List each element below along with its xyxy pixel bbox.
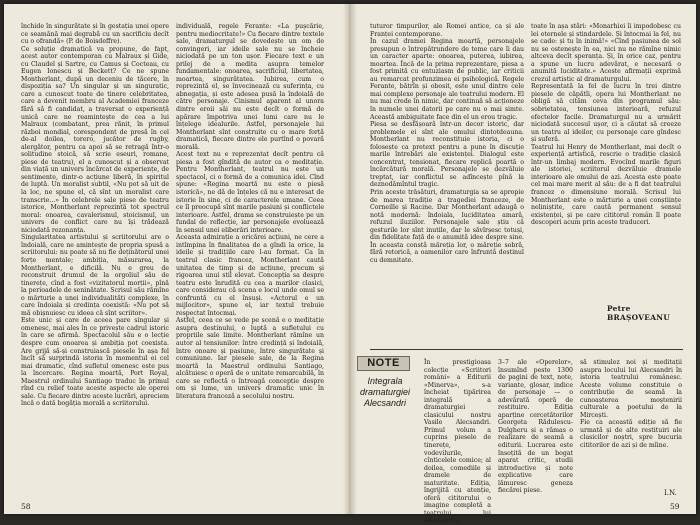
note-section-label: NOTE <box>357 356 410 371</box>
magazine-spread <box>4 4 696 525</box>
note-column-2: 3–7 ale «Operelor», însumînd peste 1300 de pagini de text, note, variante, glosar, indice de personaje — o adevărată operă de restituire. Ediția aparține cercetătorilor Georgeta Rădulescu-Dulgheru și a rămas o realizare de seamă a editurii. Lucrarea este însoțită de un bogat aparat critic, studii introductive și note explicative care lămuresc geneza fiecărei piese. <box>498 359 573 495</box>
section-divider <box>370 349 683 350</box>
left-page-column-1: închide în singurătate și în gestația unei opere ce seamănă mai degrabă cu un sacrificiu decît cu o ofrandă» (P. de Boisdeffre). Ce soluție dramatică va propune, de fapt, acest autor contemporan cu Malraux și Gide, cu Claudel și Sartre, cu Camus și Cocteau, cu Eugen Ionescu și Beckett? Ce ne spune Montherlant, după un deceniu de tăcere, în dispoziția sa? Un singular și un singuratic, care a cunoscut toate de tinere celebritatea, care a devenit membru al Academiei franceze fără să fi candidat, a traversat o experiență unică care ne reamintește de cea a lui Malraux (combatant, prea rănit, în primul război mondial, corespondent de presă în cel de-al doilea, torero, jucător de rugby, alergător, pentru ca apoi să se retragă într-o solitudine stoică, să scrie eseuri, romane, piese de teatru), el a cunoscut și a observat din viață un univers încărcat de experiențe, de sentimente, dintr-o acțiune liberă, în spiritul de luptă. Un moralist subtil, «Nu pot să uit de la loc, ne spune el, că sînt un moralist care transcrie...» În celebrele sale piese de teatru istorice, Montherlant reprezintă tot spectrul moral: onoarea, cavalerismul, stoicismul, un univers de conflict care nu își trădează niciodată rezonanța. Singularitatea artistului și scriitorului are o îndoială, care ne amintește de propria spusă a scriitorului: nu poate să nu fie deținătorul unei forțe mentale; ambiția, măsurarea, la Montherlant, e dificilă. Nu e greu de reconstruit drumul de la orgoliul său de tinerețe, cînd a fost «vizitatorul morții», pînă la perioadele de seninătate. Scrisul său rămîne o mărturie a unei individualități complexe, în care îndoiala și credința coexistă: «Nu pot să mă obișnuiesc cu ideea că sînt scriitor». Este unic și care de aceea pare singular și omenesc, mai ales în ce privește cadrul istoric în care se afirmă. Spectacolul său e o lecție despre cum onoarea și ambiția pot coexista. Are grijă să-și construiască piesele în așa fel încît să surprindă istoria în momentul ei cel mai dramatic, cînd sufletul omenesc este pus la încercare. Regina moartă, Port Royal, Maestrul ordinului Santiago traduc în primul rînd cu relief toate aceste aspecte ale operei sale. Cu fiecare dintre aceste lucrări, apreciem încă o dată bogăția morală a scriitorului. <box>21 23 169 408</box>
left-page-number: 58 <box>21 502 31 511</box>
note-title: Integrala dramaturgiei Alecsandri <box>359 376 411 408</box>
note-column-3: să stimulez noi și meditații asupra locului lui Alecsandri în istoria teatrului românesc. Aceste volume constituie o contribuție de seamă la cunoașterea moștenirii culturale a poetului de la Mircești. Fie ca această ediție să fie urmată și de alte restituiri ale clasicilor noștri, spre bucuria cititorilor de azi și de mîine. <box>580 359 682 450</box>
right-page-number: 59 <box>670 502 680 511</box>
author-signature: Petre BRAȘOVEANU <box>607 304 671 322</box>
left-page-column-2: individuală, regele Ferante: «La pușcărie, pentru mediocritate!» Cu fiecare dintre textele sale, dramaturgul se dovedește un om de convingeri, iar ideile sale nu se încheie niciodată pe un ton ușor. Fiecare text e un prilej de a medita asupra temelor fundamentale: onoarea, sacrificiul, libertatea, moartea, singurătatea. Iubirea, cum o reprezintă el, se învecinează cu suferința, cu abnegația, și este adesea pusă la îndoială de către personaje. Cinismul aparent al unora dintre eroii săi nu este decît o formă de apărare împotriva unei lumi care nu le înțelege idealurile. Astfel, personajele lui Montherlant sînt construite cu o mare forță dramatică, fiecare dintre ele purtînd o povară morală. Acest text nu e reprezentat decît pentru că piesa a fost gîndită de autor ca o meditație. Pentru Montherlant, teatrul nu este un spectacol, ci o formă de a comunica idei. Cînd spune: «Regina moartă nu este o piesă istorică», ne dă de înțeles că nu e interesat de istorie în sine, ci de caracterele umane. Ceea ce îl preocupă sînt marile pasiuni și conflictele interioare. Astfel, drama se construiește pe un fundal de reflecție, iar personajele evoluează în sensul unei eliberări interioare. Aceasta admirație a oricărei acțiuni, ne cere a intîmpina în finalitatea de a gîndi la orice, la ideile și tradițiile care l-au format. Ca în teatrul clasic francez, Montherlant caută unitatea de timp și de acțiune, precum și rigoarea unui stil elevat. Concepția sa despre teatru este înrudită cu cea a marilor clasici, care considerau că scena e locul unde omul se confruntă cu el însuși. «Actorul e un mijlocitor», spune el, iar textul trebuie respectat întocmai. Astfel, ceea ce se vede pe scenă e o meditație asupra destinului, o luptă a sufletului cu propriile sale limite. Montherlant rămîne un autor al tensiunilor: între credință și îndoială, între onoare și pasiune, între singurătate și comuniune. Iar piesele sale, de la Regina moartă la Maestrul ordinului Santiago, alcătuiesc o operă de o unitate remarcabilă, în care se reflectă o întreagă concepție despre om și lume, un univers dramatic unic în literatura franceză a secolului nostru. <box>176 23 324 400</box>
page-gutter <box>343 4 357 514</box>
right-page-column-2: toate în așa stări: «Monarhiei îi impodobesc cu lei eternele și stindardele. Și întocmai la fel, nu se cade: și tu în inimă!» «Cînd pasiunea de sol nu se ostenește în ea, nici nu ne rămîne nimic altceva decît speranța. Și, în orice caz, pentru a spune un lucru adevărat, e necesară o anumită luciditate.» Aceste afirmații exprimă crezul artistic al dramaturgului. Representată la fel de lucru în trei dintre piesele de căpătîi, opera lui Montherlant ne obligă să cităm ceva din programul său: sobrietatea, tensiunea interioară, refuzul efectelor facile. Dramaturgul nu a urmărit niciodată succesul ușor, ci a căutat să creeze un teatru al ideilor, cu personaje care gîndesc și suferă. Teatrul lui Henry de Montherlant, mai decît o experiență artistică, rescrie o tradiție clasică într-un limbaj modern. Evocînd marile figuri ale istoriei, scriitorul dezvăluie dramele interioare ale omului de azi. Acesta este poate cel mai mare merit al său: de a fi dat teatrului francez o dimensiune morală. Scrisul lui Montherlant este o mărturie a unei conștiințe neliniștite, care caută permanent sensul existenței, și pe care cititorul român îl poate descoperi acum prin aceste traduceri. <box>531 23 681 227</box>
right-page-column-1: tuturor timpurilor, ale Romei antice, ca și ale Franței contemporane. În cazul dramei Regina moartă, personajele presupun o întrepătrundere de teme care îi dau un caracter aparte: onoarea, puterea, iubirea, moartea. Încă de la prima reprezentare, piesa a fost primită cu entuziasm de public, iar criticii au remarcat profunzimea ei psihologică. Regele Ferante, bătrîn și obosit, este unul dintre cele mai complexe personaje ale teatrului modern. El nu mai crede în nimic, dar continuă să acționeze în numele unei datorii pe care nu o mai simte. Această ambiguitate face din el un erou tragic. Piesa se desfășoară într-un decor istoric, dar problemele ei sînt ale omului dintotdeauna. Montherlant nu reconstituie istoria, ci o folosește ca pretext pentru a pune în discuție marile întrebări ale existenței. Dialogul este concentrat, tensionat, fiecare replică poartă o încărcătură morală. Personajele se dezvăluie treptat, iar conflictul se adîncește pînă la deznodămîntul tragic. Prin aceste trăsături, dramaturgia sa se apropie de marea tradiție a tragediei franceze, de Corneille și Racine. Dar Montherlant adaugă o notă modernă: îndoiala, luciditatea amară, refuzul iluziilor. Personajele sale știu că gesturile lor sînt inutile, dar le săvîrșesc totuși, din fidelitate față de o anumită idee despre sine. În aceasta constă măreția lor, o măreție sobră, fără retorică, a oamenilor care înfruntă destinul cu demnitate. <box>370 23 524 264</box>
note-initials: I.N. <box>664 489 677 497</box>
note-column-1: În prestigioasa colecție «Scriitori români» a Editurii «Minerva», s-a încheiat tipărirea integrală a dramaturgiei clasicului nostru Vasile Alecsandri. Primul volum a cuprins piesele de tinerețe, vodevilurile, cînticelele comice; al doilea, comediile și dramele de maturitate. Ediția, îngrijită cu atenție, oferă cititorului o imagine completă a teatrului lui Alecsandri. <box>424 359 491 525</box>
